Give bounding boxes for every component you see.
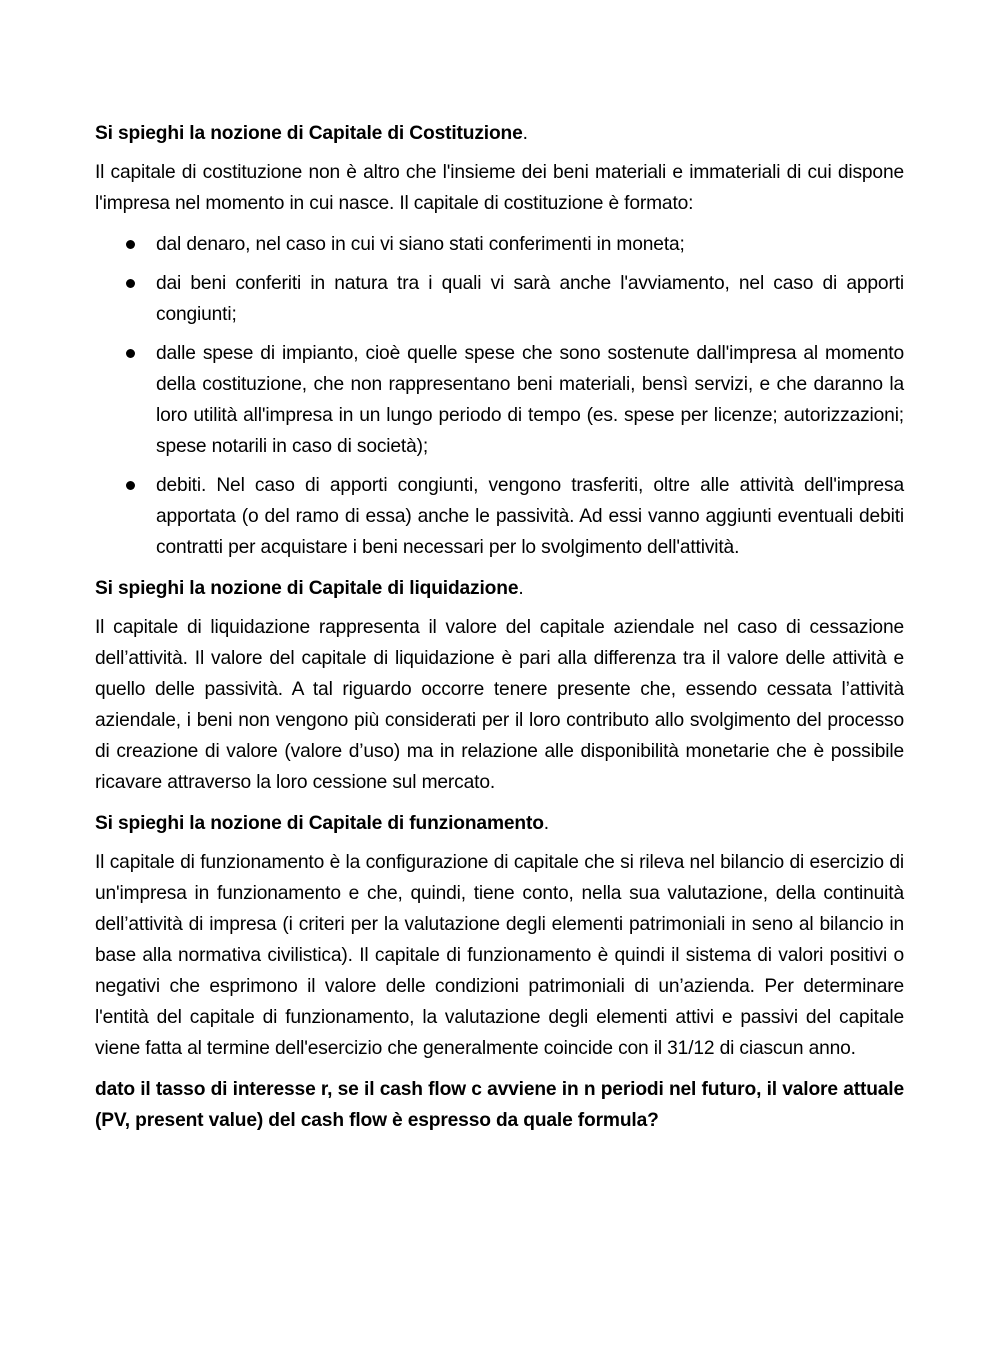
section-heading-liquidazione bbox=[95, 573, 904, 604]
paragraph-liquidazione: Il capitale di liquidazione rappresenta il valore del capitale aziendale nel caso di cessazione dell’attività. Il valore del capitale di liquidazione è pari alla differenza tra il valore delle attività e quello delle passività. A tal riguardo occorre tenere presente che, essendo cessata l’attività aziendale, i beni non vengono più considerati per il loro contributo allo svolgimento del processo di creazione di valore (valore d’uso) ma in relazione alle disponibilità monetarie che è possibile ricavare attraverso la loro cessione sul mercato. bbox=[95, 617, 904, 793]
section-heading-funzionamento bbox=[95, 808, 904, 839]
heading-period: . bbox=[518, 578, 524, 599]
bullet-icon bbox=[126, 481, 135, 490]
list-item bbox=[95, 470, 904, 563]
heading-period: . bbox=[543, 813, 549, 834]
heading-text: Si spieghi la nozione di Capitale di liquidazione bbox=[95, 578, 519, 599]
list-item bbox=[95, 268, 904, 330]
heading-text: Si spieghi la nozione di Capitale di funzionamento bbox=[95, 813, 544, 834]
list-item-text: dal denaro, nel caso in cui vi siano stati conferimenti in moneta; bbox=[156, 234, 685, 255]
list-item bbox=[95, 229, 904, 260]
heading-text: Si spieghi la nozione di Capitale di Costituzione bbox=[95, 123, 523, 144]
bullet-icon bbox=[126, 240, 135, 249]
list-item-text: dalle spese di impianto, cioè quelle spese che sono sostenute dall'impresa al momento della costituzione, che non rappresentano beni materiali, bensì servizi, e che daranno la loro utilità all'impresa in un lungo periodo di tempo (es. spese per licenze; autorizzazioni; spese notarili in caso di società); bbox=[156, 343, 904, 457]
final-question: dato il tasso di interesse r, se il cash flow c avviene in n periodi nel futuro, il valore attuale (PV, present value) del cash flow è espresso da quale formula? bbox=[95, 1079, 904, 1131]
list-item-text: dai beni conferiti in natura tra i quali vi sarà anche l'avviamento, nel caso di apporti congiunti; bbox=[156, 273, 904, 325]
bullet-icon bbox=[126, 349, 135, 358]
section-heading-costituzione bbox=[95, 118, 904, 149]
list-item-text: debiti. Nel caso di apporti congiunti, vengono trasferiti, oltre alle attività dell'impresa apportata (o del ramo di essa) anche le passività. Ad essi vanno aggiunti eventuali debiti contratti per acquistare i beni necessari per lo svolgimento dell'attività. bbox=[156, 475, 904, 558]
bullet-icon bbox=[126, 279, 135, 288]
document-page bbox=[95, 118, 904, 1136]
heading-period: . bbox=[522, 123, 528, 144]
paragraph-funzionamento: Il capitale di funzionamento è la configurazione di capitale che si rileva nel bilancio di esercizio di un'impresa in funzionamento e che, quindi, tiene conto, nella sua valutazione, della continuità dell’attività di impresa (i criteri per la valutazione degli elementi patrimoniali in seno al bilancio in base alla normativa civilistica). Il capitale di funzionamento è quindi il sistema di valori positivi o negativi che esprimono il valore delle condizioni patrimoniali di un’azienda. Per determinare l'entità del capitale di funzionamento, la valutazione degli elementi attivi e passivi del capitale viene fatta al termine dell'esercizio che generalmente coincide con il 31/12 di ciascun anno. bbox=[95, 852, 904, 1059]
paragraph-costituzione: Il capitale di costituzione non è altro che l'insieme dei beni materiali e immateriali di cui dispone l'impresa nel momento in cui nasce. Il capitale di costituzione è formato: bbox=[95, 162, 904, 214]
bullet-list-costituzione bbox=[95, 229, 904, 563]
list-item bbox=[95, 338, 904, 462]
